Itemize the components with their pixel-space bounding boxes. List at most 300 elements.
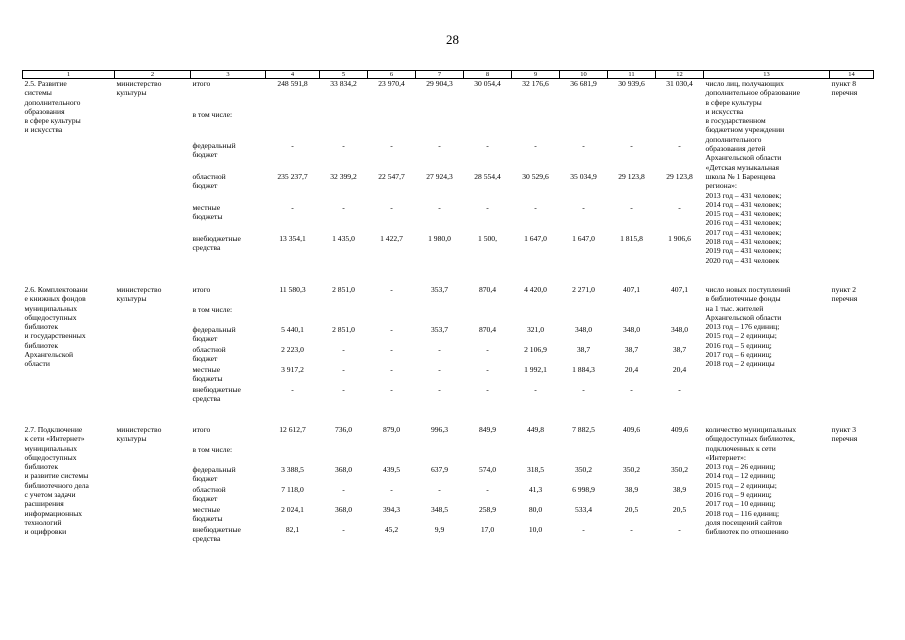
event-name-cell: [23, 79, 115, 265]
value-cell: [266, 305, 320, 325]
indicator-line: общедоступных библиотек,: [705, 434, 795, 444]
value-cell: -: [534, 384, 537, 394]
value-cell: [608, 110, 656, 141]
event-name-line: библиотечного дела: [24, 480, 89, 490]
indicator-line: школа № 1 Баренцева: [705, 171, 776, 181]
funding-source-line: федеральный: [192, 141, 236, 151]
value-cell: -: [342, 141, 345, 151]
indicator-line: в сфере культуры: [705, 97, 762, 107]
value-cell: 17,0: [480, 524, 495, 534]
value-cell: 38,7: [576, 344, 591, 354]
executor-line: министерство: [116, 284, 162, 294]
indicator-line: 2016 год – 431 человек;: [705, 218, 782, 228]
event-name-line: библиотек: [24, 462, 59, 472]
value-cell: 350,2: [622, 464, 641, 474]
column-number: 9: [512, 71, 560, 79]
value-cell: 13 354,1: [279, 233, 306, 243]
funding-source-cell: [191, 172, 266, 203]
indicator-line: 2015 год – 2 единицы;: [705, 480, 777, 490]
column-number: 4: [266, 71, 320, 79]
column-number: 14: [830, 71, 874, 79]
column-number: 7: [416, 71, 464, 79]
indicator-line: доля посещений сайтов: [705, 517, 782, 527]
value-cell: [320, 445, 368, 465]
value-cell: 258,9: [478, 504, 497, 514]
value-cell: 870,4: [478, 284, 497, 294]
event-name-line: к сети «Интернет»: [24, 434, 85, 444]
value-cell: 32 176,6: [522, 79, 549, 88]
value-cell: 3 388,5: [281, 464, 304, 474]
value-cell: -: [678, 524, 681, 534]
value-cell: 1 435,0: [332, 233, 355, 243]
value-cell: 2 223,0: [281, 344, 304, 354]
event-name-line: образования: [24, 106, 65, 116]
value-cell: [266, 445, 320, 465]
reference-line: перечня: [831, 88, 858, 98]
event-name-line: и искусства: [24, 125, 63, 135]
value-cell: 11 580,3: [279, 284, 306, 294]
value-cell: 1 980,0: [428, 233, 451, 243]
indicator-line: 2013 год – 431 человек;: [705, 190, 782, 200]
value-cell: -: [630, 203, 633, 213]
event-name-line: дополнительного: [24, 97, 81, 107]
value-cell: -: [390, 484, 393, 494]
value-cell: 29 904,3: [426, 79, 453, 88]
funding-source-line: внебюджетные: [192, 384, 241, 394]
column-number: 13: [704, 71, 830, 79]
value-cell: 31 030,4: [666, 79, 693, 88]
event-name-line: в сфере культуры: [24, 116, 81, 126]
funding-source-line: бюджет: [192, 494, 218, 504]
funding-source-line: в том числе:: [192, 110, 233, 120]
value-cell: 2 851,0: [332, 324, 355, 334]
value-cell: 7 882,5: [572, 424, 595, 434]
value-cell: [416, 445, 464, 465]
value-cell: 27 924,3: [426, 172, 453, 182]
funding-source-line: федеральный: [192, 464, 236, 474]
funding-source-cell: [191, 365, 266, 385]
value-cell: -: [291, 141, 294, 151]
indicator-line: Архангельской области: [705, 312, 782, 322]
value-cell: 20,4: [624, 364, 639, 374]
value-cell: -: [678, 203, 681, 213]
value-cell: -: [390, 384, 393, 394]
funding-source-line: в том числе:: [192, 304, 233, 314]
value-cell: 1 992,1: [524, 364, 547, 374]
funding-source-cell: [191, 425, 266, 445]
executor-cell: [115, 425, 191, 545]
funding-source-line: в том числе:: [192, 444, 233, 454]
event-name-line: технологий: [24, 517, 62, 527]
value-cell: 1 884,3: [572, 364, 595, 374]
value-cell: 2 024,1: [281, 504, 304, 514]
funding-source-line: областной: [192, 344, 226, 354]
value-cell: 38,7: [672, 344, 687, 354]
value-cell: 10,0: [528, 524, 543, 534]
value-cell: -: [534, 203, 537, 213]
value-cell: 1 647,0: [524, 233, 547, 243]
value-cell: 1 906,6: [668, 233, 691, 243]
executor-line: министерство: [116, 424, 162, 434]
value-cell: -: [438, 141, 441, 151]
value-cell: [368, 445, 416, 465]
funding-source-line: средства: [192, 394, 221, 404]
value-cell: -: [342, 364, 345, 374]
value-cell: -: [291, 203, 294, 213]
funding-source-cell: [191, 203, 266, 234]
indicator-line: региона»:: [705, 181, 737, 191]
value-cell: 348,0: [574, 324, 593, 334]
value-cell: 348,5: [430, 504, 449, 514]
table-row: [23, 285, 874, 305]
funding-source-line: бюджеты: [192, 212, 223, 222]
column-number: 6: [368, 71, 416, 79]
executor-line: министерство: [116, 79, 162, 88]
value-cell: 22 547,7: [378, 172, 405, 182]
column-number: 10: [560, 71, 608, 79]
value-cell: 348,0: [670, 324, 689, 334]
indicator-line: число лиц, получающих: [705, 79, 784, 88]
value-cell: 38,9: [624, 484, 639, 494]
event-name-line: и оцифровки: [24, 527, 67, 537]
value-cell: 7 118,0: [281, 484, 304, 494]
value-cell: 321,0: [526, 324, 545, 334]
value-cell: 368,0: [334, 504, 353, 514]
value-cell: 1 647,0: [572, 233, 595, 243]
value-cell: 32 399,2: [330, 172, 357, 182]
value-cell: 9,9: [434, 524, 445, 534]
reference-line: пункт 8: [831, 79, 857, 88]
funding-source-line: федеральный: [192, 324, 236, 334]
value-cell: [464, 305, 512, 325]
value-cell: [608, 445, 656, 465]
value-cell: 6 998,9: [572, 484, 595, 494]
value-cell: -: [582, 524, 585, 534]
value-cell: -: [291, 384, 294, 394]
funding-source-cell: [191, 445, 266, 465]
value-cell: -: [678, 141, 681, 151]
indicator-line: 2015 год – 431 человек;: [705, 209, 782, 219]
budget-table: [22, 70, 874, 545]
value-cell: [608, 305, 656, 325]
page-number: 28: [446, 32, 459, 47]
indicator-line: 2014 год – 431 человек;: [705, 199, 782, 209]
value-cell: 353,7: [430, 324, 449, 334]
value-cell: -: [630, 141, 633, 151]
event-name-line: Архангельской: [24, 350, 74, 360]
value-cell: 20,5: [672, 504, 687, 514]
value-cell: [656, 110, 704, 141]
column-number: 3: [191, 71, 266, 79]
value-cell: 637,9: [430, 464, 449, 474]
value-cell: -: [534, 141, 537, 151]
event-name-line: области: [24, 359, 50, 369]
value-cell: 2 106,9: [524, 344, 547, 354]
value-cell: 235 237,7: [277, 172, 308, 182]
event-name-line: системы: [24, 88, 52, 98]
funding-source-line: средства: [192, 243, 221, 253]
value-cell: -: [582, 384, 585, 394]
value-cell: 33 834,2: [330, 79, 357, 88]
table-row: [23, 425, 874, 445]
executor-cell: [115, 285, 191, 405]
value-cell: 439,5: [382, 464, 401, 474]
event-name-line: информационных: [24, 508, 83, 518]
indicator-line: 2018 год – 431 человек;: [705, 237, 782, 247]
value-cell: -: [438, 203, 441, 213]
indicator-line: образования детей: [705, 144, 766, 154]
indicator-line: 2013 год – 176 единиц;: [705, 322, 780, 332]
value-cell: 20,4: [672, 364, 687, 374]
funding-source-cell: [191, 305, 266, 325]
value-cell: -: [390, 284, 393, 294]
value-cell: [368, 305, 416, 325]
value-cell: 30 054,4: [474, 79, 501, 88]
value-cell: 38,7: [624, 344, 639, 354]
value-cell: -: [342, 524, 345, 534]
funding-source-cell: [191, 285, 266, 305]
value-cell: -: [342, 203, 345, 213]
funding-source-line: бюджет: [192, 181, 218, 191]
value-cell: -: [390, 203, 393, 213]
value-cell: 368,0: [334, 464, 353, 474]
event-name-cell: [23, 425, 115, 545]
table-row: [23, 79, 874, 111]
funding-source-line: итого: [192, 79, 211, 88]
indicator-line: число новых поступлений: [705, 284, 791, 294]
event-name-line: 2.5. Развитие: [24, 79, 67, 88]
indicator-line: 2015 год – 2 единицы;: [705, 331, 777, 341]
value-cell: 29 123,8: [618, 172, 645, 182]
reference-line: пункт 3: [831, 424, 857, 434]
value-cell: 30 939,6: [618, 79, 645, 88]
event-name-cell: [23, 285, 115, 405]
funding-source-line: областной: [192, 484, 226, 494]
table-body: [23, 71, 874, 545]
indicator-line: Архангельской области: [705, 153, 782, 163]
value-cell: -: [486, 203, 489, 213]
value-cell: [560, 110, 608, 141]
indicator-line: 2017 год – 6 единиц;: [705, 350, 772, 360]
value-cell: 870,4: [478, 324, 497, 334]
value-cell: 80,0: [528, 504, 543, 514]
funding-source-line: местные: [192, 364, 221, 374]
section-gap: [23, 405, 874, 425]
event-name-line: 2.6. Комплектовани: [24, 284, 88, 294]
funding-source-cell: [191, 79, 266, 111]
reference-cell: [830, 425, 874, 545]
indicator-line: 2019 год – 431 человек;: [705, 246, 782, 256]
value-cell: [464, 110, 512, 141]
reference-line: перечня: [831, 294, 858, 304]
value-cell: -: [390, 344, 393, 354]
executor-line: культуры: [116, 434, 147, 444]
funding-source-line: бюджет: [192, 150, 218, 160]
indicator-line: 2014 год – 12 единиц;: [705, 471, 776, 481]
value-cell: 20,5: [624, 504, 639, 514]
funding-source-cell: [191, 485, 266, 505]
event-name-line: общедоступных: [24, 452, 77, 462]
value-cell: -: [630, 524, 633, 534]
value-cell: [560, 305, 608, 325]
value-cell: -: [582, 141, 585, 151]
value-cell: 409,6: [622, 424, 641, 434]
indicator-line: «Детская музыкальная: [705, 162, 779, 172]
column-number: 8: [464, 71, 512, 79]
indicator-cell: [704, 79, 830, 265]
value-cell: -: [342, 344, 345, 354]
funding-source-line: областной: [192, 172, 226, 182]
indicator-line: 2013 год – 26 единиц;: [705, 462, 776, 472]
column-number: 5: [320, 71, 368, 79]
funding-source-line: бюджет: [192, 474, 218, 484]
funding-source-line: внебюджетные: [192, 233, 241, 243]
reference-cell: [830, 285, 874, 405]
reference-line: перечня: [831, 434, 858, 444]
value-cell: 45,2: [384, 524, 399, 534]
value-cell: [560, 445, 608, 465]
value-cell: -: [630, 384, 633, 394]
value-cell: [320, 110, 368, 141]
indicator-line: в библиотечные фонды: [705, 294, 781, 304]
event-name-line: библиотек: [24, 322, 59, 332]
value-cell: 29 123,8: [666, 172, 693, 182]
funding-source-cell: [191, 110, 266, 141]
indicator-line: библиотек по отношению: [705, 527, 789, 537]
indicator-line: 2020 год – 431 человек: [705, 255, 780, 265]
executor-line: культуры: [116, 88, 147, 98]
funding-source-line: бюджеты: [192, 514, 223, 524]
funding-source-cell: [191, 385, 266, 405]
value-cell: -: [486, 141, 489, 151]
value-cell: 879,0: [382, 424, 401, 434]
column-number: 11: [608, 71, 656, 79]
value-cell: 1 422,7: [380, 233, 403, 243]
indicator-line: «Интернет»:: [705, 452, 746, 462]
column-number: 2: [115, 71, 191, 79]
funding-source-line: бюджеты: [192, 374, 223, 384]
executor-cell: [115, 79, 191, 265]
funding-source-line: местные: [192, 504, 221, 514]
value-cell: -: [582, 203, 585, 213]
value-cell: 533,4: [574, 504, 593, 514]
funding-source-line: средства: [192, 534, 221, 544]
indicator-line: дополнительного: [705, 134, 762, 144]
indicator-line: 2016 год – 5 единиц;: [705, 340, 772, 350]
value-cell: [656, 305, 704, 325]
value-cell: 996,3: [430, 424, 449, 434]
value-cell: 12 612,7: [279, 424, 306, 434]
value-cell: 36 681,9: [570, 79, 597, 88]
value-cell: [416, 110, 464, 141]
value-cell: 35 034,9: [570, 172, 597, 182]
value-cell: 318,5: [526, 464, 545, 474]
event-name-line: и развитие системы: [24, 471, 89, 481]
event-name-line: и государственных: [24, 331, 86, 341]
funding-source-line: бюджет: [192, 334, 218, 344]
column-number-row: [23, 71, 874, 79]
event-name-line: е книжных фондов: [24, 294, 86, 304]
value-cell: -: [342, 484, 345, 494]
value-cell: 849,9: [478, 424, 497, 434]
funding-source-cell: [191, 525, 266, 545]
indicator-line: в государственном: [705, 116, 766, 126]
value-cell: 82,1: [285, 524, 300, 534]
value-cell: 2 851,0: [332, 284, 355, 294]
value-cell: -: [438, 484, 441, 494]
column-number: 1: [23, 71, 115, 79]
value-cell: 1 815,8: [620, 233, 643, 243]
indicator-cell: [704, 425, 830, 545]
funding-source-cell: [191, 234, 266, 265]
value-cell: -: [438, 344, 441, 354]
column-number: 12: [656, 71, 704, 79]
value-cell: 3 917,2: [281, 364, 304, 374]
indicator-line: 2018 год – 2 единицы: [705, 359, 775, 369]
indicator-line: и искусства: [705, 106, 744, 116]
value-cell: [368, 110, 416, 141]
indicator-line: 2017 год – 431 человек;: [705, 227, 782, 237]
value-cell: -: [438, 384, 441, 394]
event-name-line: библиотек: [24, 340, 59, 350]
executor-line: культуры: [116, 294, 147, 304]
indicator-line: 2016 год – 9 единиц;: [705, 490, 772, 500]
value-cell: -: [342, 384, 345, 394]
value-cell: 38,9: [672, 484, 687, 494]
value-cell: -: [438, 364, 441, 374]
value-cell: -: [390, 141, 393, 151]
funding-source-cell: [191, 345, 266, 365]
event-name-line: общедоступных: [24, 312, 77, 322]
funding-source-line: местные: [192, 203, 221, 213]
value-cell: -: [486, 384, 489, 394]
value-cell: 348,0: [622, 324, 641, 334]
value-cell: 407,1: [670, 284, 689, 294]
value-cell: -: [486, 364, 489, 374]
indicator-line: 2017 год – 10 единиц;: [705, 499, 776, 509]
value-cell: 350,2: [670, 464, 689, 474]
value-cell: 449,8: [526, 424, 545, 434]
indicator-line: 2018 год – 116 единиц;: [705, 508, 780, 518]
indicator-cell: [704, 285, 830, 405]
event-name-line: с учетом задачи: [24, 490, 76, 500]
indicator-line: на 1 тыс. жителей: [705, 303, 764, 313]
event-name-line: муниципальных: [24, 303, 78, 313]
funding-source-cell: [191, 141, 266, 172]
value-cell: [464, 445, 512, 465]
funding-source-line: бюджет: [192, 354, 218, 364]
value-cell: 5 440,1: [281, 324, 304, 334]
value-cell: 23 970,4: [378, 79, 405, 88]
indicator-line: бюджетном учреждении: [705, 125, 785, 135]
value-cell: -: [486, 344, 489, 354]
value-cell: -: [390, 324, 393, 334]
value-cell: [266, 110, 320, 141]
funding-source-line: итого: [192, 424, 211, 434]
value-cell: 2 271,0: [572, 284, 595, 294]
indicator-line: количество муниципальных: [705, 424, 797, 434]
value-cell: 248 591,8: [277, 79, 308, 88]
value-cell: 736,0: [334, 424, 353, 434]
reference-line: пункт 2: [831, 284, 857, 294]
value-cell: -: [390, 364, 393, 374]
reference-cell: [830, 79, 874, 265]
value-cell: [320, 305, 368, 325]
value-cell: [512, 445, 560, 465]
value-cell: 574,0: [478, 464, 497, 474]
value-cell: [416, 305, 464, 325]
event-name-line: муниципальных: [24, 443, 78, 453]
